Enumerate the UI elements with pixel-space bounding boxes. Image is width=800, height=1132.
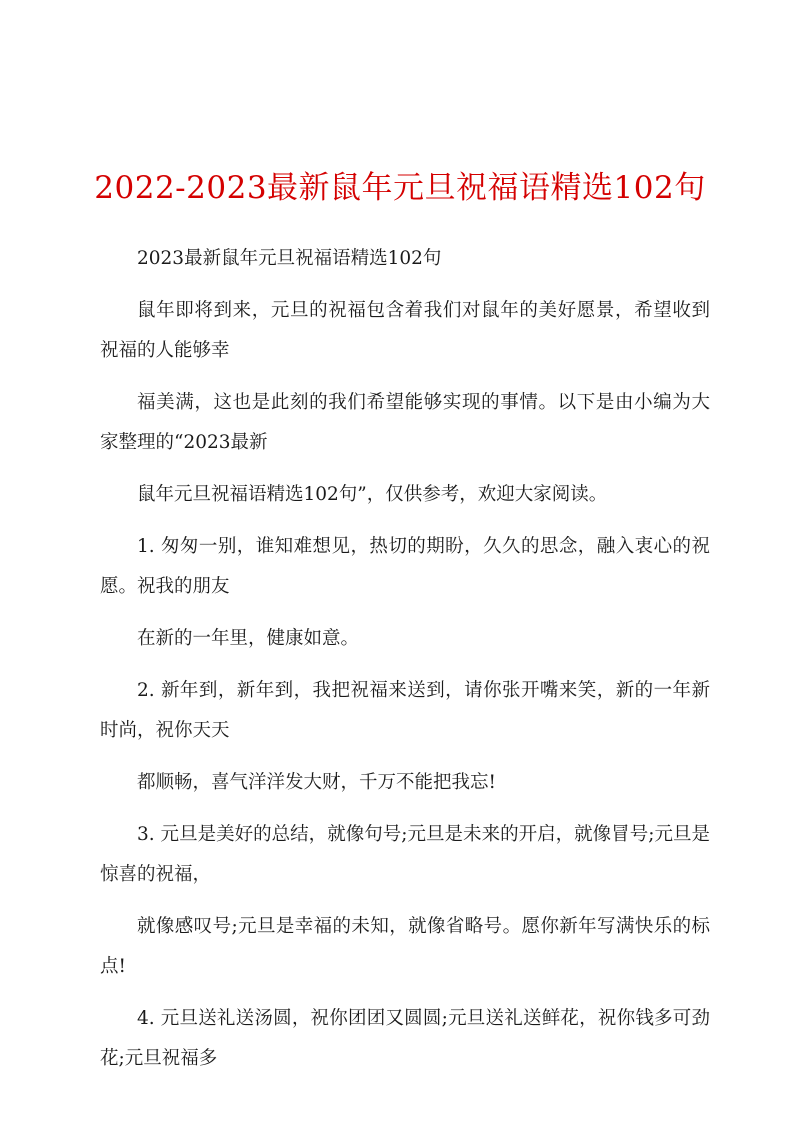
paragraph: 1. 匆匆一别，谁知难想见，热切的期盼，久久的思念，融入衷心的祝愿。祝我的朋友 (100, 536, 710, 597)
paragraph: 鼠年元旦祝福语精选102句”，仅供参考，欢迎大家阅读。 (137, 484, 608, 505)
paragraph: 2. 新年到，新年到，我把祝福来送到，请你张开嘴来笑，新的一年新时尚，祝你天天 (100, 680, 710, 741)
paragraph: 4. 元旦送礼送汤圆，祝你团团又圆圆;元旦送礼送鲜花，祝你钱多可劲花;元旦祝福多 (100, 1008, 710, 1069)
paragraph: 都顺畅，喜气洋洋发大财，千万不能把我忘! (137, 772, 496, 793)
paragraph: 3. 元旦是美好的总结，就像句号;元旦是未来的开启，就像冒号;元旦是惊喜的祝福， (100, 824, 710, 885)
paragraph: 就像感叹号;元旦是幸福的未知，就像省略号。愿你新年写满快乐的标点! (100, 916, 710, 977)
paragraph: 2023最新鼠年元旦祝福语精选102句 (137, 248, 442, 269)
paragraph: 在新的一年里，健康如意。 (137, 628, 360, 649)
document-body (100, 239, 710, 1091)
paragraph: 鼠年即将到来，元旦的祝福包含着我们对鼠年的美好愿景，希望收到祝福的人能够幸 (100, 300, 710, 361)
document-title: 2022-2023最新鼠年元旦祝福语精选102句 (94, 170, 706, 206)
paragraph: 福美满，这也是此刻的我们希望能够实现的事情。以下是由小编为大家整理的“2023最新 (100, 392, 710, 453)
